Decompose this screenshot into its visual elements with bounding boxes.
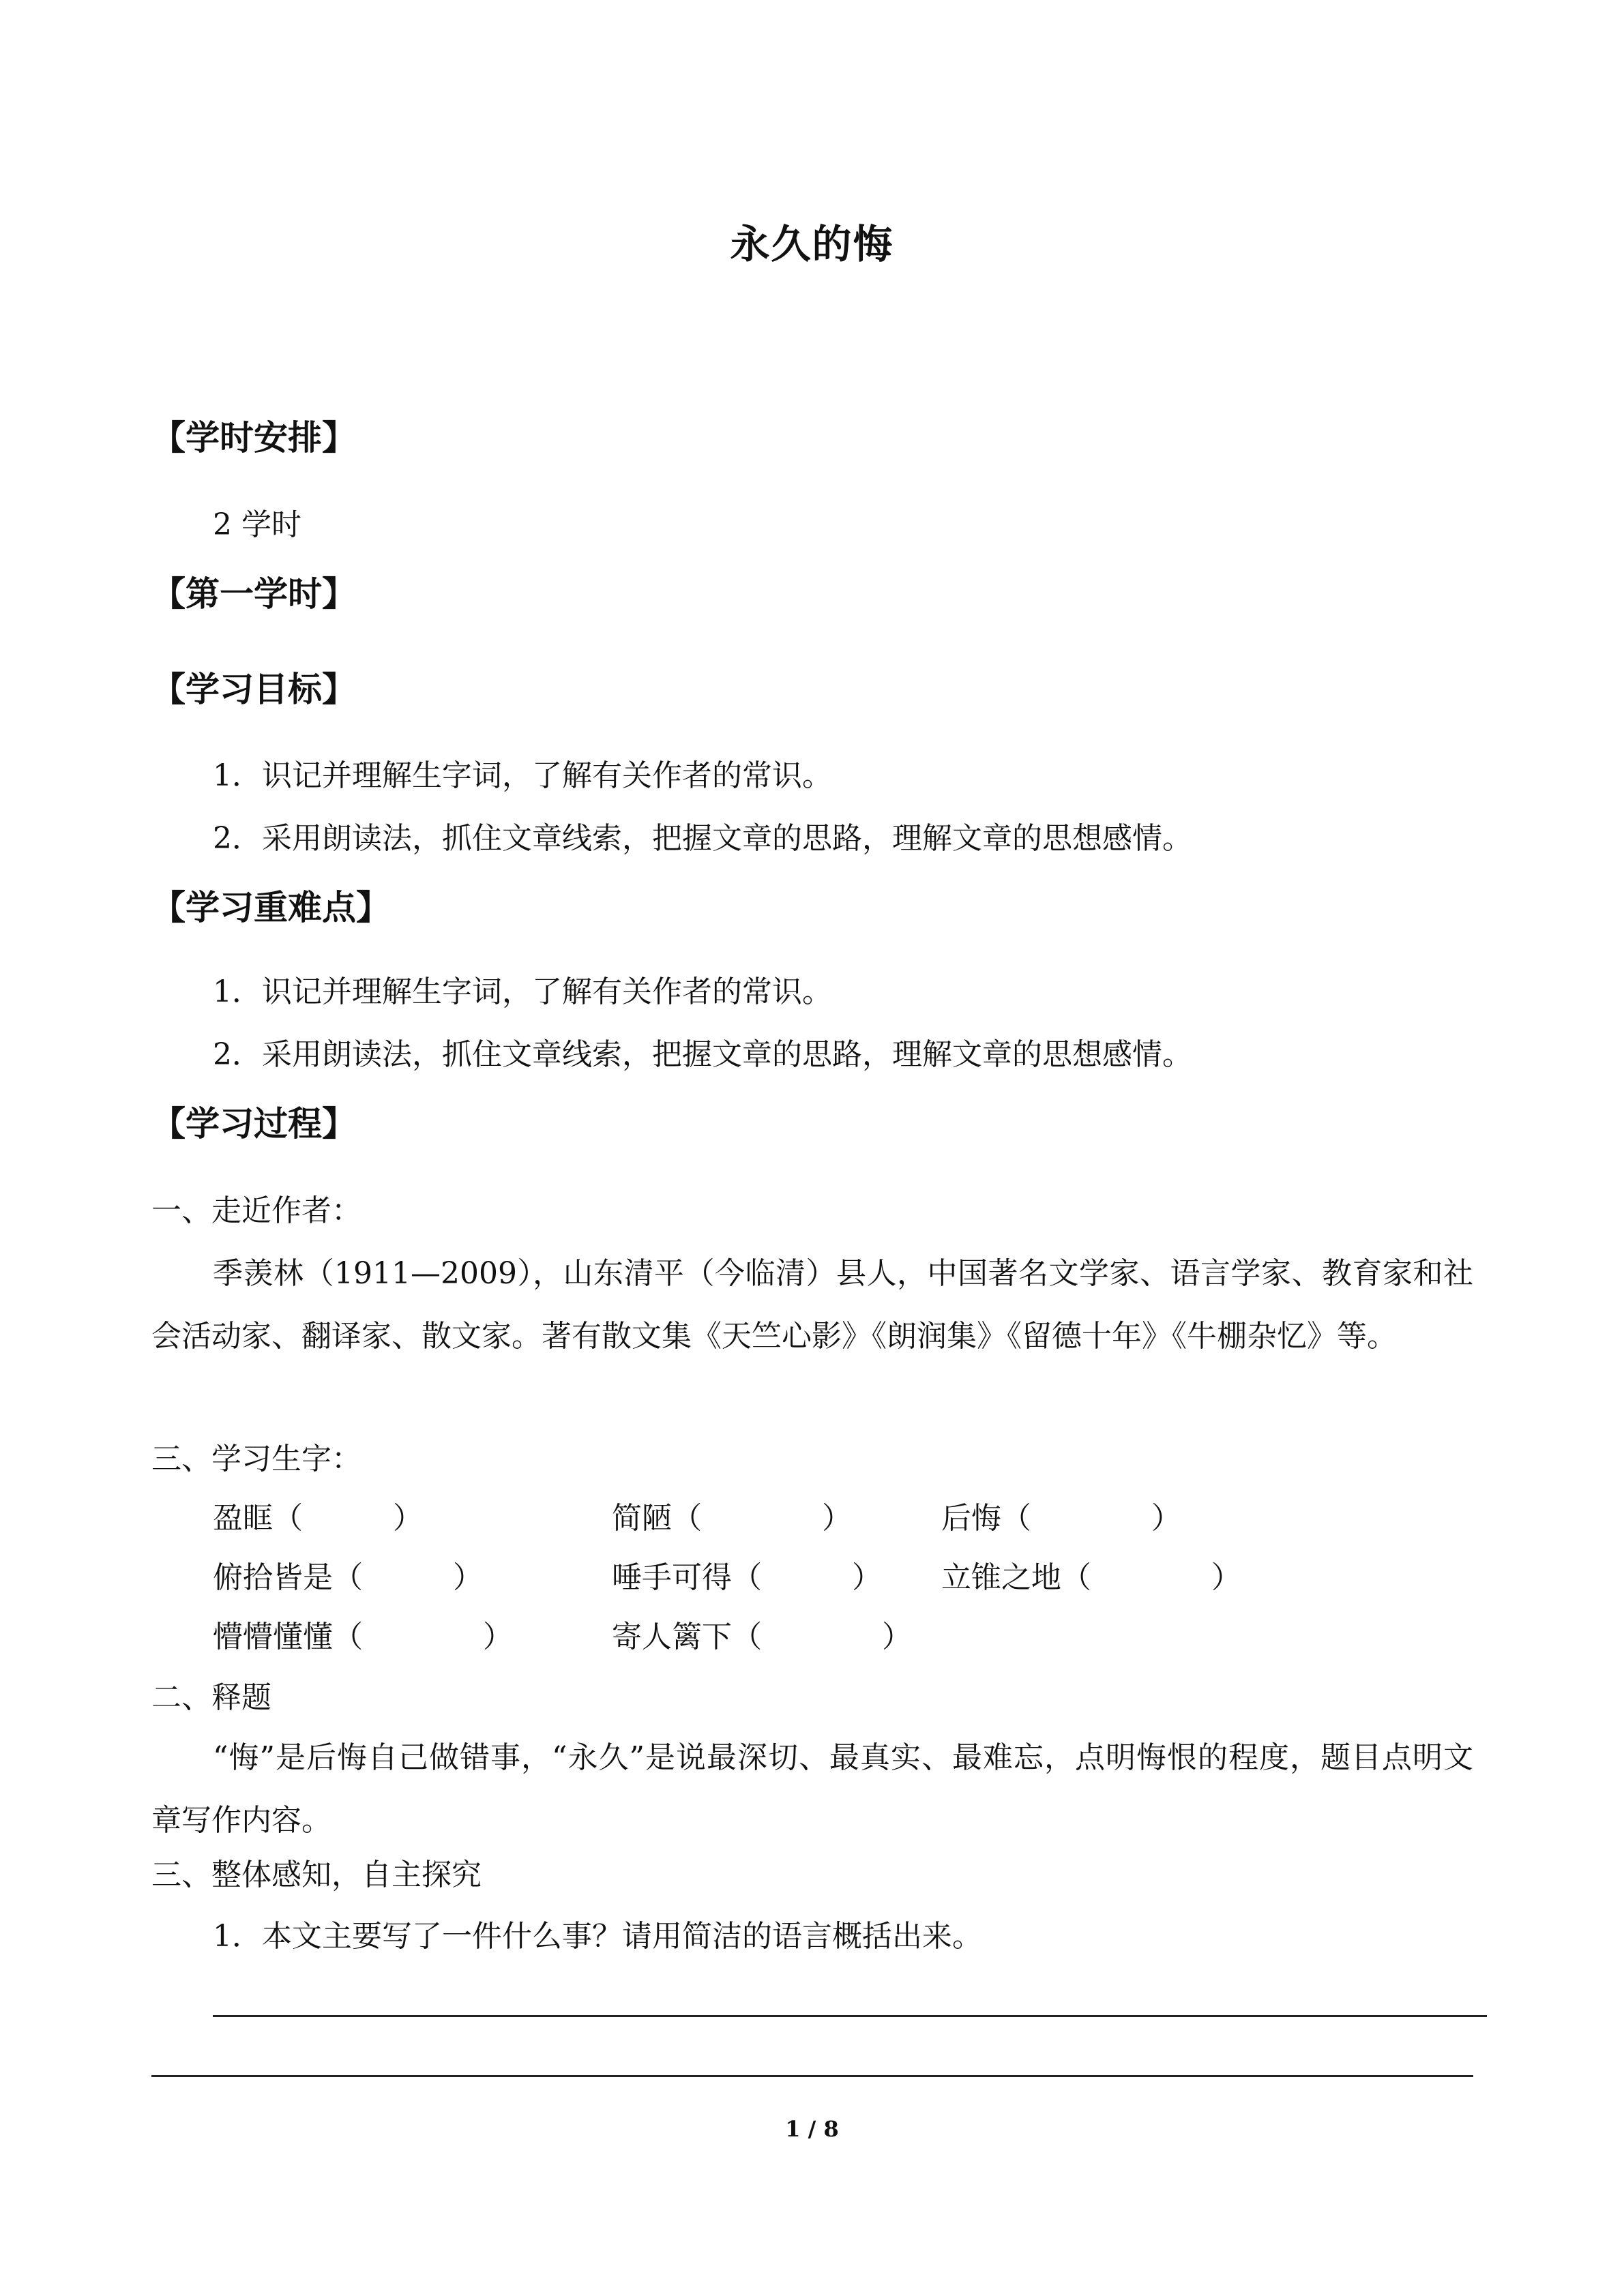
question-1: 1．本文主要写了一件什么事？请用简洁的语言概括出来。	[213, 1919, 982, 1954]
author-heading: 一、走近作者：	[151, 1193, 361, 1228]
process-heading: 【学习过程】	[151, 1104, 356, 1144]
answer-line[interactable]	[213, 2015, 1487, 2017]
page-number: 1 / 8	[785, 2116, 839, 2142]
author-paragraph: 季羡林（1911—2009），山东清平（今临清）县人，中国著名文学家、语言学家、教育家和社会活动家、翻译家、散文家。著有散文集《天竺心影》《朗润集》《留德十年》《牛棚杂忆》等。	[151, 1256, 1473, 1354]
vocab-item: 简陋（ ）	[612, 1501, 852, 1536]
goal-item-1: 1．识记并理解生字词，了解有关作者的常识。	[213, 758, 832, 793]
goal-item-2: 2．采用朗读法，抓住文章线索，把握文章的思路，理解文章的思想感情。	[213, 821, 1192, 856]
schedule-value: 2 学时	[213, 507, 301, 542]
goals-heading: 【学习目标】	[151, 670, 356, 709]
vocab-item: 后悔（ ）	[941, 1501, 1181, 1536]
vocab-item: 立锥之地（ ）	[941, 1560, 1241, 1595]
overall-heading: 三、整体感知，自主探究	[151, 1858, 482, 1892]
document-title: 永久的悔	[730, 221, 894, 267]
vocab-item: 唾手可得（ ）	[612, 1560, 882, 1595]
schedule-heading: 【学时安排】	[151, 418, 356, 458]
vocab-item: 懵懵懂懂（ ）	[213, 1620, 513, 1654]
vocab-item: 盈眶（ ）	[213, 1501, 423, 1536]
key-points-heading: 【学习重难点】	[151, 888, 390, 927]
vocab-item: 寄人篱下（ ）	[612, 1620, 912, 1654]
title-explain-paragraph: “悔”是后悔自己做错事，“永久”是说最深切、最真实、最难忘，点明悔恨的程度，题目点明文章写作内容。	[151, 1740, 1473, 1838]
title-explain-heading: 二、释题	[151, 1680, 271, 1715]
key-point-item-1: 1．识记并理解生字词，了解有关作者的常识。	[213, 974, 832, 1009]
footer-divider	[151, 2075, 1473, 2077]
vocab-heading: 三、学习生字：	[151, 1442, 361, 1476]
key-point-item-2: 2．采用朗读法，抓住文章线索，把握文章的思路，理解文章的思想感情。	[213, 1037, 1192, 1072]
first-period-heading: 【第一学时】	[151, 574, 356, 614]
vocab-item: 俯拾皆是（ ）	[213, 1560, 483, 1595]
